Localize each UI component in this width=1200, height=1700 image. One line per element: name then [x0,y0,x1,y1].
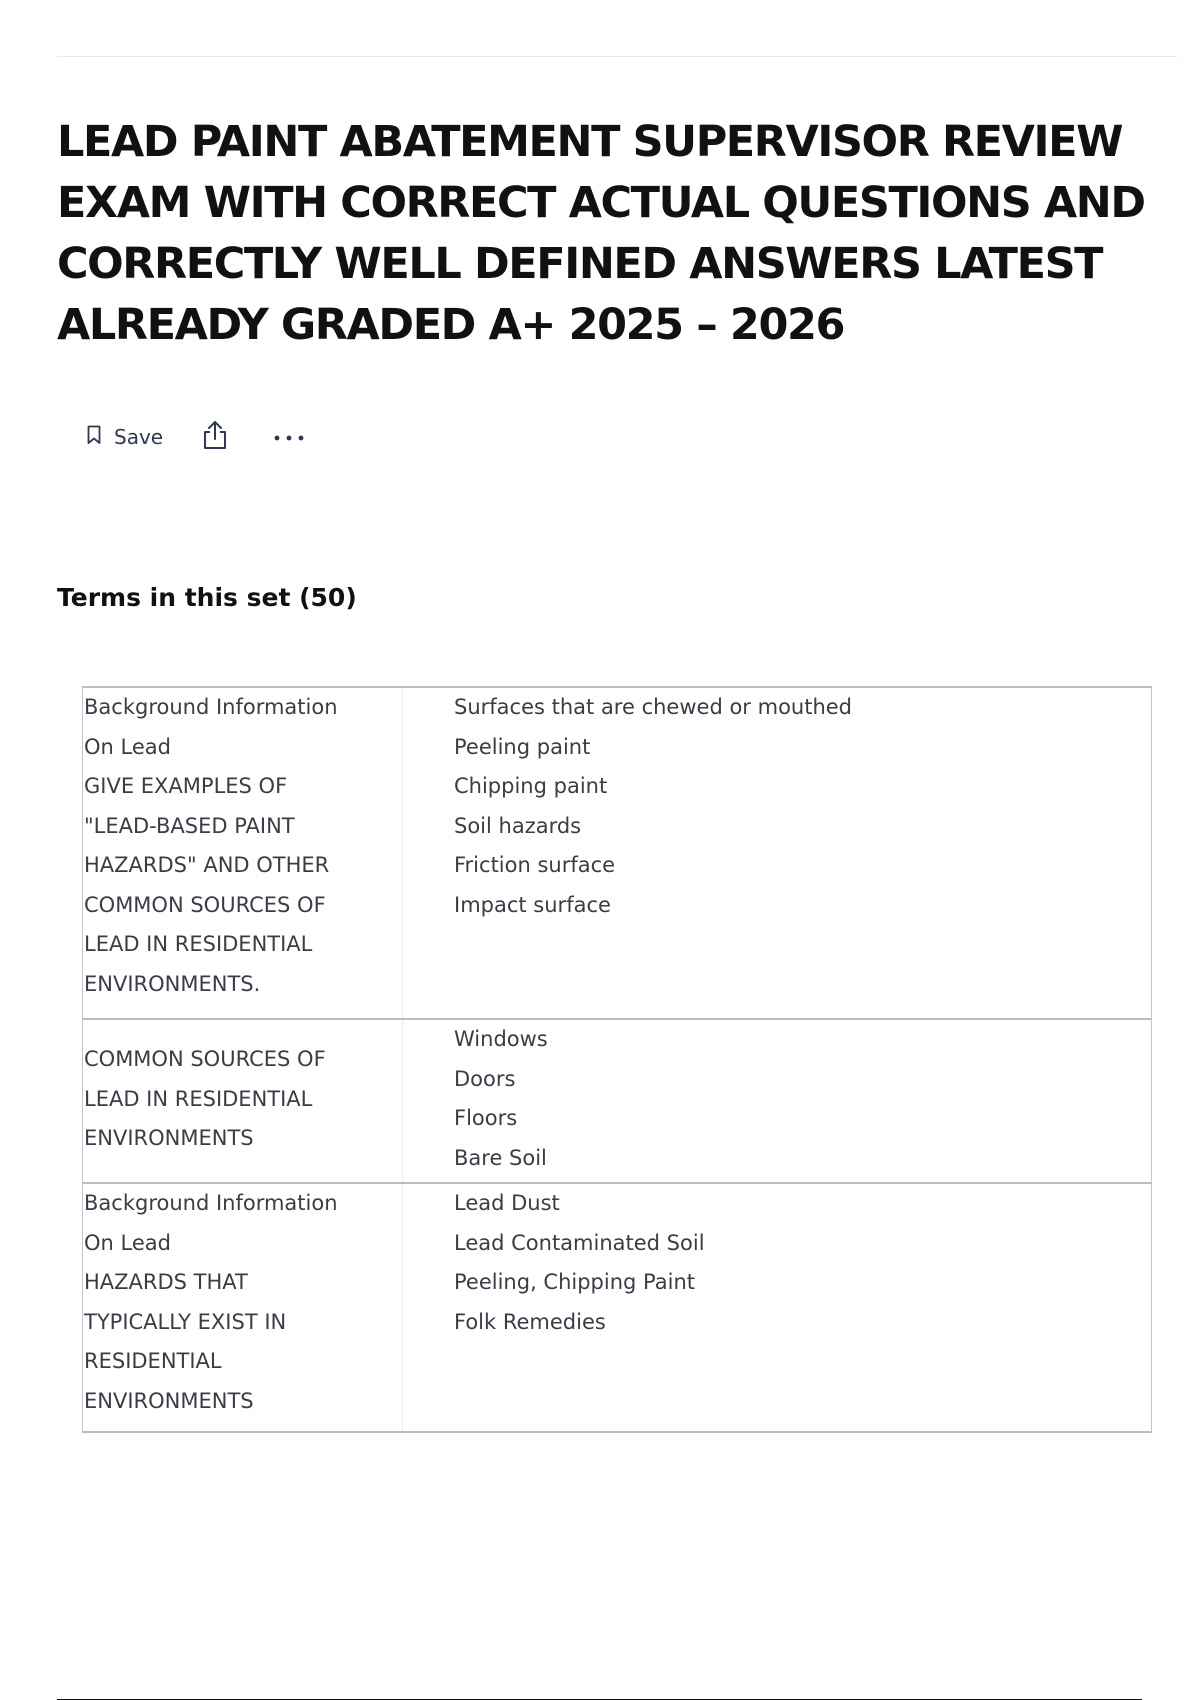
definition-line: Doors [454,1066,516,1091]
definition-cell [403,1183,1152,1432]
term-cell [83,687,403,1019]
save-button[interactable] [86,425,201,449]
definition-line: Windows [454,1027,548,1051]
definition-line: Friction surface [454,853,616,877]
term-line: LEAD IN RESIDENTIAL [84,1086,313,1111]
definition-line: Bare Soil [454,1145,547,1170]
term-cell [83,1183,403,1432]
definition-line: Surfaces that are chewed or mouthed [454,695,853,719]
definition-line: Peeling, Chipping Paint [454,1270,695,1294]
document-title: LEAD PAINT ABATEMENT SUPERVISOR REVIEW EXAM WITH CORRECT ACTUAL QUESTIONS AND CORRECTLY WELL DEFINED ANSWERS LATEST ALREADY GRADED A+ 2025 – 2026 [57,117,1145,350]
share-button[interactable] [201,419,273,455]
term-row [83,1019,1152,1183]
term-line: On Lead [84,1230,171,1255]
definition-line: Lead Dust [454,1191,560,1215]
term-line: HAZARDS" AND OTHER [84,853,330,877]
more-options-button[interactable] [273,428,313,447]
term-line: "LEAD-BASED PAINT [84,813,295,838]
definition-line: Chipping paint [454,774,608,798]
definition-cell [403,687,1152,1019]
definition-line: Impact surface [454,892,611,917]
term-line: LEAD IN RESIDENTIAL [84,932,313,956]
term-row [83,1183,1152,1432]
term-line: ENVIRONMENTS [84,1388,254,1413]
term-cell [83,1019,403,1183]
term-line: TYPICALLY EXIST IN [84,1309,287,1334]
definition-line: Lead Contaminated Soil [454,1230,705,1255]
terms-heading: Terms in this set (50) [57,583,357,612]
save-label: Save [114,425,164,449]
term-line: ENVIRONMENTS [84,1126,254,1150]
term-line: COMMON SOURCES OF [84,892,326,917]
term-line: On Lead [84,734,171,759]
term-line: Background Information [84,1191,338,1215]
more-horizontal-icon [273,428,305,447]
term-line: Background Information [84,695,338,719]
term-line: COMMON SOURCES OF [84,1047,326,1071]
definition-line: Folk Remedies [454,1309,606,1334]
definition-line: Peeling paint [454,734,591,759]
definition-line: Soil hazards [454,813,582,838]
definition-cell [403,1019,1152,1183]
term-line: GIVE EXAMPLES OF [84,774,288,798]
share-icon [201,419,229,455]
term-line: RESIDENTIAL [84,1349,222,1373]
term-line: HAZARDS THAT [84,1270,248,1294]
term-row [83,687,1152,1019]
top-divider [57,56,1177,57]
bookmark-icon [86,425,102,449]
terms-table [82,686,1152,1433]
action-toolbar [86,420,313,454]
definition-line: Floors [454,1106,518,1130]
term-line: ENVIRONMENTS. [84,971,261,996]
